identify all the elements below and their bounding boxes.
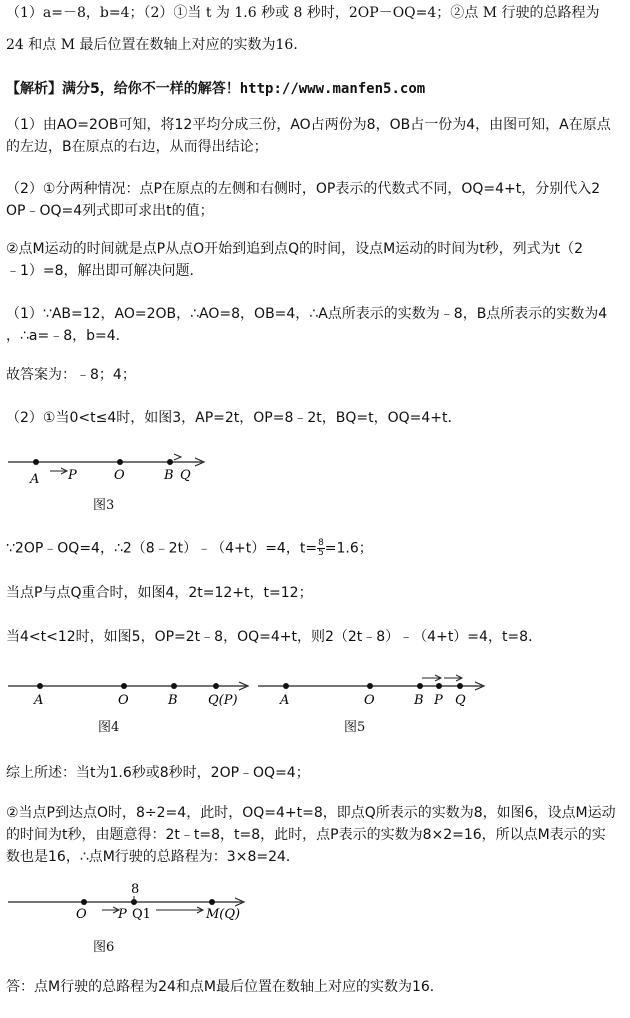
analysis-p1-line2: 的左边，B在原点的右边，从而得出结论； [6, 139, 268, 155]
fig5-point-p [436, 683, 442, 689]
fig4-point-o [121, 683, 127, 689]
fig6-label-o: O [76, 907, 87, 922]
final-answer: 答：点M行驶的总路程为24和点M最后位置在数轴上对应的实数为16． [6, 979, 444, 995]
figure-3-number-line [6, 450, 216, 490]
solution-2-eq1 [6, 539, 373, 558]
fig3-label-p: P [68, 468, 77, 483]
solution-2-case1: （2）①当0<t≤4时，如图3，AP=2t，OP=8﹣2t，BQ=t，OQ=4+t． [6, 410, 462, 426]
fig6-point-o [81, 899, 87, 905]
fig5-point-b [417, 683, 423, 689]
fig4-point-q [213, 683, 219, 689]
fig5-label-o: O [364, 693, 375, 708]
figure-5-number-line [256, 672, 496, 712]
fig3-q-arrowhead [174, 454, 181, 460]
solution-1-line2: ，∴a=﹣8，b=4． [6, 328, 130, 344]
fig6-label-8: 8 [131, 882, 140, 897]
analysis-url: http://www.manfen5.com [239, 81, 426, 97]
fig6-label-mq: M(Q) [206, 907, 241, 922]
figure-6-number-line [6, 882, 256, 922]
solution-2-eq1-suffix: =1.6； [324, 540, 373, 557]
solution-1-answer: 故答案为：﹣8；4； [6, 367, 136, 383]
fig4-label-b: B [168, 693, 178, 708]
fraction-denominator: 5 [318, 548, 324, 558]
fraction-numerator: 8 [318, 538, 324, 548]
figure-6-caption: 图6 [93, 940, 115, 955]
fig3-point-a [33, 459, 39, 465]
figure-3-caption: 图3 [93, 498, 115, 513]
t-fraction [317, 539, 325, 558]
figure-4-number-line [6, 672, 256, 712]
solution-3-line2: 的时间为t秒，由题意得：2t﹣t=8，t=8，此时，点P表示的实数为8×2=16，所以点M表示的实 [6, 827, 606, 843]
fig4-point-a [37, 683, 43, 689]
fig4-point-b [171, 683, 177, 689]
fig3-label-o: O [114, 468, 125, 483]
fig6-point-m [209, 899, 215, 905]
fig5-label-q: Q [455, 693, 466, 708]
fig3-label-q: Q [180, 468, 191, 483]
fig6-label-q1: Q1 [132, 907, 151, 922]
solution-3-line1: ②当点P到达点O时，8÷2=4，此时，OQ=4+t=8，即点Q所表示的实数为8，如图6，设点M运动 [6, 805, 616, 821]
analysis-p1-line1: （1）由AO=2OB可知，将12平均分成三份，AO占两份为8，OB占一份为4，由图可知，A在原点 [6, 117, 611, 133]
fig6-label-p: P [118, 907, 127, 922]
fig4-label-qp: Q(P) [208, 693, 238, 708]
solution-2-coincide: 当点P与点Q重合时，如图4，2t=12+t，t=12； [6, 585, 313, 601]
fig3-point-o [117, 459, 123, 465]
fig5-label-p: P [434, 693, 443, 708]
fig3-label-a: A [30, 472, 40, 487]
fig3-point-b [167, 459, 173, 465]
fig4-label-a: A [34, 693, 44, 708]
fig5-label-b: B [414, 693, 424, 708]
fig5-label-a: A [280, 693, 290, 708]
solution-2-summary: 综上所述：当t为1.6秒或8秒时，2OP﹣OQ=4； [6, 765, 310, 781]
analysis-p3-line2: ﹣1）=8，解出即可解决问题． [6, 263, 204, 279]
answer-line-1: （1）a=－8，b=4；（2）①当 t 为 1.6 秒或 8 秒时，2OP－OQ=4；②点 M 行驶的总路程为 [6, 5, 600, 21]
answer-line-2: 24 和点 M 最后位置在数轴上对应的实数为16． [6, 37, 308, 53]
fig5-point-q [457, 683, 463, 689]
solution-2-case2: 当4<t<12时，如图5，OP=2t﹣8，OQ=4+t，则2（2t﹣8）﹣（4+t）=4，t=8． [6, 629, 543, 645]
analysis-header [6, 80, 425, 98]
solution-1-line1: （1）∵AB=12，AO=2OB，∴AO=8，OB=4，∴A点所表示的实数为﹣8，B点所表示的实数为4 [6, 306, 608, 322]
fig5-point-o [367, 683, 373, 689]
figure-4-caption: 图4 [98, 720, 120, 735]
figure-5-caption: 图5 [344, 720, 366, 735]
analysis-p3-line1: ②点M运动的时间就是点P从点O开始到追到点Q的时间，设点M运动的时间为t秒，列式为t（2 [6, 241, 584, 257]
solution-3-line3: 数也是16，∴点M行驶的总路程为：3×8=24． [6, 849, 300, 865]
analysis-p2-line1: （2）①分两种情况：点P在原点的左侧和右侧时，OP表示的代数式不同，OQ=4+t，分别代入2 [6, 181, 601, 197]
fig5-point-a [283, 683, 289, 689]
solution-2-eq1-prefix: ∵2OP﹣OQ=4，∴2（8﹣2t）﹣（4+t）=4，t= [6, 540, 318, 557]
fig4-label-o: O [118, 693, 129, 708]
analysis-p2-line2: OP﹣OQ=4列式即可求出t的值； [6, 203, 214, 219]
analysis-label: 【解析】满分5，给你不一样的解答！ [6, 81, 240, 97]
fig3-label-b: B [164, 468, 174, 483]
